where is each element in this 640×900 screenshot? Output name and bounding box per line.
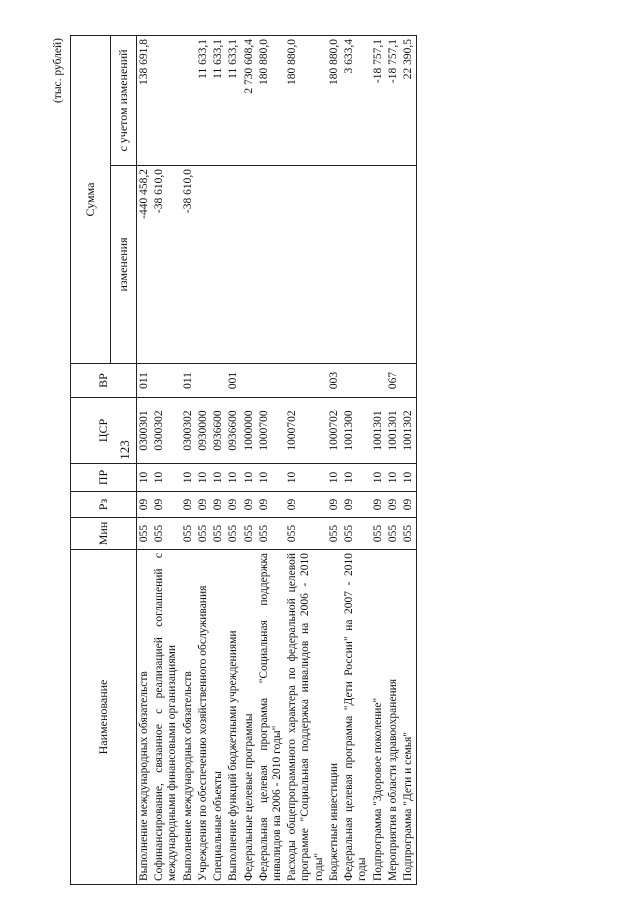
cell-with-change: 2 730 608,4 — [242, 35, 257, 165]
cell-rz: 09 — [211, 492, 226, 518]
cell-rz: 09 — [196, 492, 211, 518]
cell-pr: 10 — [152, 464, 180, 492]
table-body — [137, 35, 417, 884]
cell-rz: 09 — [342, 492, 370, 518]
cell-change — [401, 166, 417, 364]
cell-with-change — [181, 35, 196, 165]
cell-rz: 09 — [386, 492, 401, 518]
cell-rz: 09 — [327, 492, 342, 518]
cell-vr — [257, 364, 285, 398]
cell-name: Выполнение международных обязательств — [181, 550, 196, 885]
cell-pr: 10 — [285, 464, 327, 492]
cell-csr: 1001300 — [342, 398, 370, 464]
table-row — [386, 35, 401, 884]
cell-min: 055 — [196, 518, 211, 550]
cell-with-change: 22 390,5 — [401, 35, 417, 165]
cell-change — [257, 166, 285, 364]
table-row — [226, 35, 241, 884]
cell-name: Федеральные целевые программы — [242, 550, 257, 885]
table-header — [71, 35, 137, 884]
cell-rz: 09 — [285, 492, 327, 518]
table-row — [181, 35, 196, 884]
cell-min: 055 — [152, 518, 180, 550]
table-row — [137, 35, 153, 884]
cell-csr: 0300302 — [181, 398, 196, 464]
header-min: Мин — [71, 518, 137, 550]
cell-vr — [342, 364, 370, 398]
cell-with-change — [152, 35, 180, 165]
cell-min: 055 — [342, 518, 370, 550]
page-number: 123 — [117, 440, 132, 460]
cell-name: Федеральная целевая программа "Социальная поддержка инвалидов на 2006 - 2010 годы" — [257, 550, 285, 885]
cell-min: 055 — [226, 518, 241, 550]
cell-min: 055 — [137, 518, 153, 550]
cell-pr: 10 — [327, 464, 342, 492]
cell-vr — [371, 364, 386, 398]
cell-rz: 09 — [242, 492, 257, 518]
cell-vr — [401, 364, 417, 398]
cell-name: Софинансирование, связанное с реализацией соглашений с международными финансовыми организациями — [152, 550, 180, 885]
cell-change — [211, 166, 226, 364]
cell-csr: 1001301 — [386, 398, 401, 464]
cell-min: 055 — [211, 518, 226, 550]
table-row — [342, 35, 370, 884]
table-row — [242, 35, 257, 884]
cell-vr — [242, 364, 257, 398]
cell-min: 055 — [285, 518, 327, 550]
cell-name: Подпрограмма "Здоровое поколение" — [371, 550, 386, 885]
cell-vr: 011 — [181, 364, 196, 398]
cell-vr: 003 — [327, 364, 342, 398]
cell-change — [242, 166, 257, 364]
cell-csr: 1000700 — [257, 398, 285, 464]
cell-min: 055 — [371, 518, 386, 550]
header-change: изменения — [111, 166, 137, 364]
cell-change — [371, 166, 386, 364]
cell-change — [327, 166, 342, 364]
table-row — [371, 35, 386, 884]
header-rz: Рз — [71, 492, 137, 518]
cell-pr: 10 — [386, 464, 401, 492]
header-with-change: с учетом изменений — [111, 35, 137, 165]
cell-pr: 10 — [257, 464, 285, 492]
units-label: (тыс. рублей) — [52, 38, 64, 104]
table-row — [196, 35, 211, 884]
cell-with-change: 11 633,1 — [226, 35, 241, 165]
cell-pr: 10 — [211, 464, 226, 492]
cell-rz: 09 — [257, 492, 285, 518]
cell-rz: 09 — [371, 492, 386, 518]
table-row — [401, 35, 417, 884]
table-row — [257, 35, 285, 884]
cell-min: 055 — [242, 518, 257, 550]
cell-rz: 09 — [401, 492, 417, 518]
cell-vr — [152, 364, 180, 398]
cell-vr — [285, 364, 327, 398]
cell-csr: 0300301 — [137, 398, 153, 464]
cell-csr: 0936600 — [226, 398, 241, 464]
cell-name: Расходы общепрограммного характера по федеральной целевой программе "Социальная поддержка инвалидов на 2006 - 2010 годы" — [285, 550, 327, 885]
header-vr: ВР — [71, 364, 137, 398]
cell-csr: 1000000 — [242, 398, 257, 464]
cell-csr: 0930000 — [196, 398, 211, 464]
cell-change: -440 458,2 — [137, 166, 153, 364]
cell-rz: 09 — [226, 492, 241, 518]
cell-pr: 10 — [226, 464, 241, 492]
cell-pr: 10 — [242, 464, 257, 492]
cell-change — [226, 166, 241, 364]
cell-pr: 10 — [401, 464, 417, 492]
cell-csr: 0300302 — [152, 398, 180, 464]
cell-pr: 10 — [371, 464, 386, 492]
cell-name: Выполнение международных обязательств — [137, 550, 153, 885]
cell-pr: 10 — [137, 464, 153, 492]
cell-change — [342, 166, 370, 364]
header-name: Наименование — [71, 550, 137, 885]
cell-min: 055 — [181, 518, 196, 550]
cell-name: Учреждения по обеспечению хозяйственного обслуживания — [196, 550, 211, 885]
cell-csr: 0936600 — [211, 398, 226, 464]
cell-change — [196, 166, 211, 364]
cell-csr: 1000702 — [327, 398, 342, 464]
cell-name: Подпрограмма "Дети и семья" — [401, 550, 417, 885]
budget-table — [70, 35, 417, 885]
cell-name: Специальные объекты — [211, 550, 226, 885]
cell-name: Мероприятия в области здравоохранения — [386, 550, 401, 885]
cell-change — [386, 166, 401, 364]
cell-with-change: 3 633,4 — [342, 35, 370, 165]
table-row — [211, 35, 226, 884]
header-csr: ЦСР — [71, 398, 137, 464]
cell-with-change: 138 691,8 — [137, 35, 153, 165]
cell-rz: 09 — [152, 492, 180, 518]
cell-min: 055 — [327, 518, 342, 550]
cell-rz: 09 — [137, 492, 153, 518]
table-row — [327, 35, 342, 884]
cell-name: Федеральная целевая программа "Дети России" на 2007 - 2010 годы — [342, 550, 370, 885]
cell-rz: 09 — [181, 492, 196, 518]
cell-change: -38 610,0 — [181, 166, 196, 364]
cell-name: Выполнение функций бюджетными учреждениями — [226, 550, 241, 885]
cell-min: 055 — [386, 518, 401, 550]
cell-with-change: -18 757,1 — [386, 35, 401, 165]
table-row — [285, 35, 327, 884]
cell-change — [285, 166, 327, 364]
cell-with-change: 11 633,1 — [211, 35, 226, 165]
cell-vr: 001 — [226, 364, 241, 398]
cell-change: -38 610,0 — [152, 166, 180, 364]
cell-name: Бюджетные инвестиции — [327, 550, 342, 885]
cell-csr: 1001302 — [401, 398, 417, 464]
cell-vr: 011 — [137, 364, 153, 398]
cell-pr: 10 — [181, 464, 196, 492]
cell-with-change: 180 880,0 — [327, 35, 342, 165]
rotated-page-content — [50, 36, 585, 885]
cell-pr: 10 — [342, 464, 370, 492]
cell-vr — [211, 364, 226, 398]
cell-vr — [196, 364, 211, 398]
cell-with-change: -18 757,1 — [371, 35, 386, 165]
table-row — [152, 35, 180, 884]
cell-with-change: 180 880,0 — [257, 35, 285, 165]
cell-min: 055 — [401, 518, 417, 550]
cell-csr: 1000702 — [285, 398, 327, 464]
header-pr: ПР — [71, 464, 137, 492]
cell-csr: 1001301 — [371, 398, 386, 464]
header-sum: Сумма — [71, 35, 111, 363]
cell-with-change: 180 880,0 — [285, 35, 327, 165]
cell-vr: 067 — [386, 364, 401, 398]
cell-pr: 10 — [196, 464, 211, 492]
cell-with-change: 11 633,1 — [196, 35, 211, 165]
cell-min: 055 — [257, 518, 285, 550]
